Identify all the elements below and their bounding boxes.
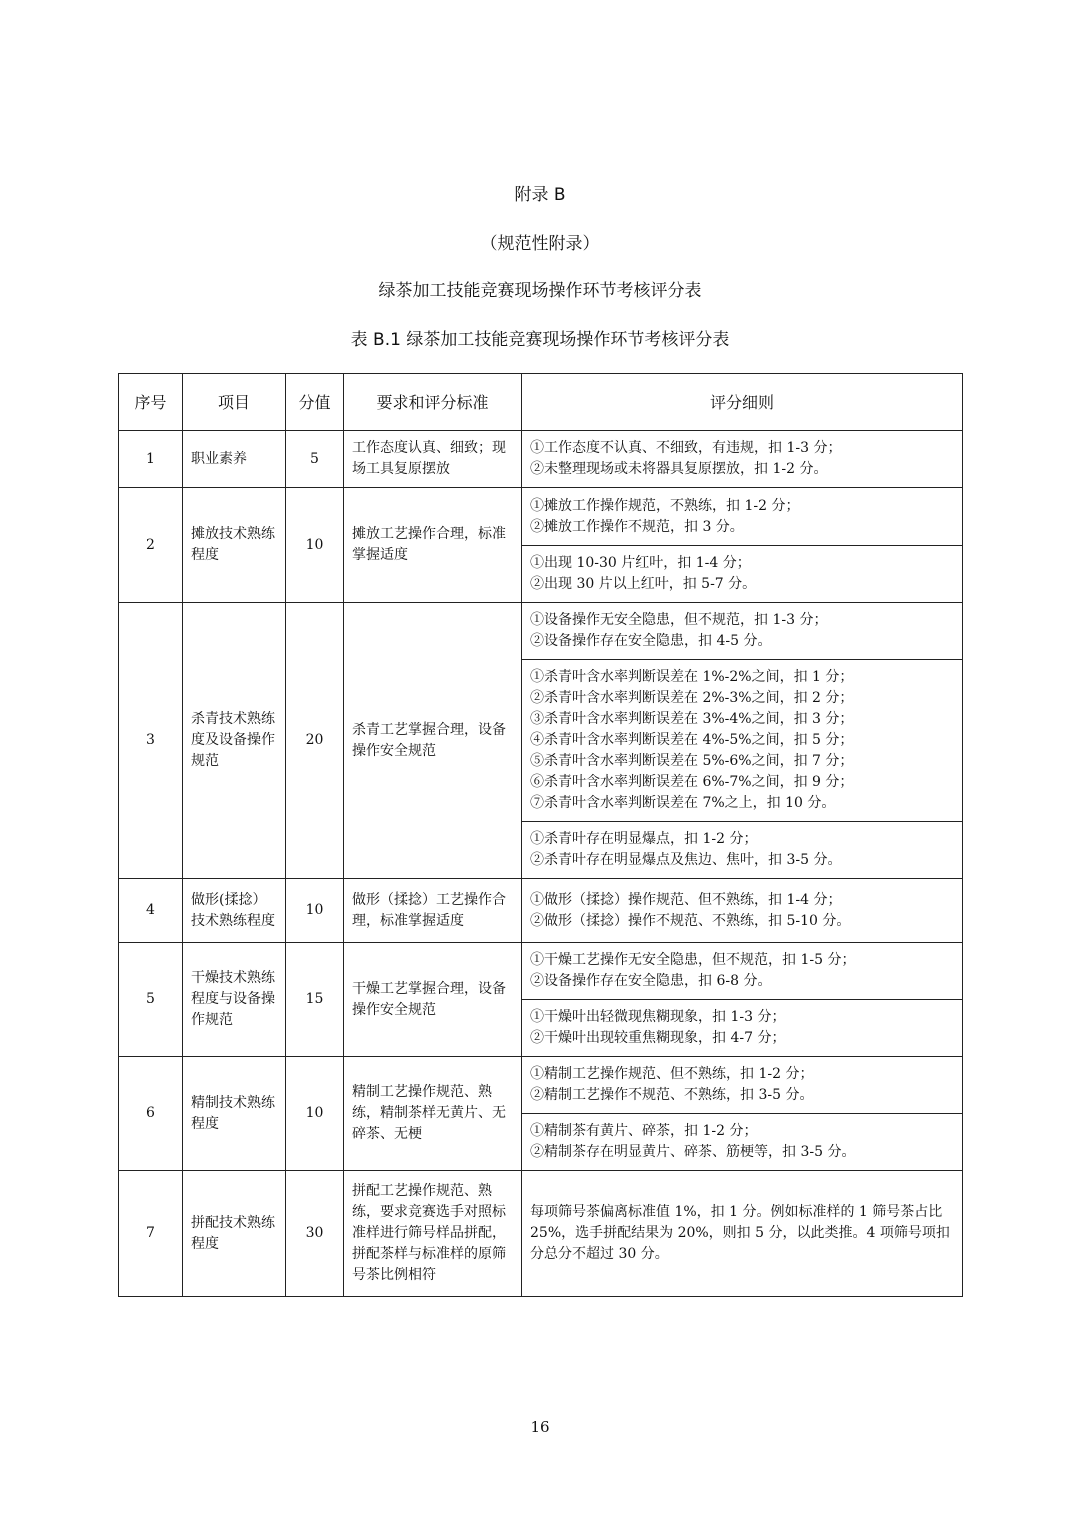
detail-line: ②摊放工作操作不规范，扣 3 分。 <box>530 518 744 535</box>
table-row <box>119 1171 963 1297</box>
row-score: 15 <box>286 943 344 1057</box>
row-item: 摊放技术熟练程度 <box>183 488 286 603</box>
table-row <box>119 431 963 488</box>
detail-line: ①出现 10-30 片红叶，扣 1-4 分； <box>530 555 751 571</box>
detail-line: ①工作态度不认真、不细致，有违规，扣 1-3 分； <box>530 440 842 456</box>
detail-line: ①杀青叶存在明显爆点，扣 1-2 分； <box>530 831 758 847</box>
detail-line: ①精制茶有黄片、碎茶，扣 1-2 分； <box>530 1123 758 1139</box>
table-row <box>119 488 963 546</box>
table-row <box>119 603 963 660</box>
row-score: 30 <box>286 1171 344 1297</box>
row-score: 10 <box>286 488 344 603</box>
row-number: 7 <box>119 1171 183 1297</box>
detail-line: ②精制茶存在明显黄片、碎茶、筋梗等，扣 3-5 分。 <box>530 1144 856 1160</box>
detail-line: ②杀青叶含水率判断误差在 2%-3%之间，扣 2 分； <box>530 690 854 706</box>
detail-line: ⑥杀青叶含水率判断误差在 6%-7%之间，扣 9 分； <box>530 774 854 790</box>
row-item: 精制技术熟练程度 <box>183 1057 286 1171</box>
detail-line: ⑤杀青叶含水率判断误差在 5%-6%之间，扣 7 分； <box>530 753 854 769</box>
row-score: 20 <box>286 603 344 879</box>
detail-line: ②精制工艺操作不规范、不熟练，扣 3-5 分。 <box>530 1087 814 1103</box>
row-detail <box>522 822 963 879</box>
row-detail <box>522 1114 963 1171</box>
row-detail <box>522 660 963 822</box>
col-header-standard: 要求和评分标准 <box>344 374 522 431</box>
detail-line: ②做形（揉捻）操作不规范、不熟练，扣 5-10 分。 <box>530 912 851 929</box>
row-detail: 每项筛号茶偏离标准值 1%，扣 1 分。例如标准样的 1 筛号茶占比 25%，选手拼配结果为 20%，则扣 5 分，以此类推。4 项筛号项扣分总分不超过 30 分。 <box>522 1171 963 1297</box>
detail-line: ①精制工艺操作规范、但不熟练，扣 1-2 分； <box>530 1066 814 1082</box>
row-detail <box>522 603 963 660</box>
normative-label: （规范性附录） <box>480 234 600 254</box>
table-header-row <box>119 374 963 431</box>
detail-line: ⑦杀青叶含水率判断误差在 7%之上，扣 10 分。 <box>530 795 836 811</box>
row-detail <box>522 943 963 1000</box>
document-title: 绿茶加工技能竞赛现场操作环节考核评分表 <box>378 281 702 301</box>
detail-line: ①杀青叶含水率判断误差在 1%-2%之间，扣 1 分； <box>530 669 854 685</box>
detail-line: ①干燥叶出轻微现焦糊现象，扣 1-3 分； <box>530 1009 786 1025</box>
scoring-table <box>118 373 963 1297</box>
row-number: 4 <box>119 879 183 943</box>
row-standard: 精制工艺操作规范、熟练，精制茶样无黄片、无碎茶、无梗 <box>344 1057 522 1171</box>
row-number: 3 <box>119 603 183 879</box>
row-item: 拼配技术熟练程度 <box>183 1171 286 1297</box>
row-number: 6 <box>119 1057 183 1171</box>
row-standard: 拼配工艺操作规范、熟练，要求竞赛选手对照标准样进行筛号样品拼配，拼配茶样与标准样的原筛号茶比例相符 <box>344 1171 522 1297</box>
detail-line: ②设备操作存在安全隐患，扣 6-8 分。 <box>530 973 772 989</box>
row-score: 10 <box>286 1057 344 1171</box>
row-standard: 杀青工艺掌握合理，设备操作安全规范 <box>344 603 522 879</box>
row-detail <box>522 431 963 488</box>
row-number: 1 <box>119 431 183 488</box>
row-detail <box>522 879 963 943</box>
detail-line: ②杀青叶存在明显爆点及焦边、焦叶，扣 3-5 分。 <box>530 852 842 868</box>
row-score: 5 <box>286 431 344 488</box>
table-caption: 表 B.1 绿茶加工技能竞赛现场操作环节考核评分表 <box>350 330 730 350</box>
detail-line: ②出现 30 片以上红叶，扣 5-7 分。 <box>530 576 757 592</box>
col-header-details: 评分细则 <box>522 374 963 431</box>
row-standard: 工作态度认真、细致；现场工具复原摆放 <box>344 431 522 488</box>
table-row <box>119 1057 963 1114</box>
detail-line: ①摊放工作操作规范，不熟练，扣 1-2 分； <box>530 497 800 514</box>
detail-line: ①设备操作无安全隐患，但不规范，扣 1-3 分； <box>530 612 828 628</box>
detail-line: ②设备操作存在安全隐患，扣 4-5 分。 <box>530 633 772 649</box>
row-item: 干燥技术熟练程度与设备操作规范 <box>183 943 286 1057</box>
row-detail <box>522 546 963 603</box>
detail-line: ③杀青叶含水率判断误差在 3%-4%之间，扣 3 分； <box>530 711 854 727</box>
row-item: 做形(揉捻）技术熟练程度 <box>183 879 286 943</box>
table-row <box>119 943 963 1000</box>
detail-line: ②未整理现场或未将器具复原摆放，扣 1-2 分。 <box>530 461 828 477</box>
col-header-score: 分值 <box>286 374 344 431</box>
page-number: 16 <box>530 1418 550 1436</box>
col-header-item: 项目 <box>183 374 286 431</box>
row-standard: 做形（揉捻）工艺操作合理，标准掌握适度 <box>344 879 522 943</box>
detail-line: ④杀青叶含水率判断误差在 4%-5%之间，扣 5 分； <box>530 732 854 748</box>
table-row <box>119 879 963 943</box>
col-header-no: 序号 <box>119 374 183 431</box>
row-standard: 摊放工艺操作合理，标准掌握适度 <box>344 488 522 603</box>
row-score: 10 <box>286 879 344 943</box>
detail-line: ①做形（揉捻）操作规范、但不熟练，扣 1-4 分； <box>530 891 842 908</box>
detail-line: ①干燥工艺操作无安全隐患，但不规范，扣 1-5 分； <box>530 952 856 968</box>
row-item: 职业素养 <box>183 431 286 488</box>
row-standard: 干燥工艺掌握合理，设备操作安全规范 <box>344 943 522 1057</box>
row-detail <box>522 1057 963 1114</box>
row-detail <box>522 1000 963 1057</box>
row-detail <box>522 488 963 546</box>
appendix-label: 附录 B <box>514 185 566 205</box>
row-number: 2 <box>119 488 183 603</box>
row-item: 杀青技术熟练度及设备操作规范 <box>183 603 286 879</box>
detail-line: ②干燥叶出现较重焦糊现象，扣 4-7 分； <box>530 1030 786 1046</box>
row-number: 5 <box>119 943 183 1057</box>
